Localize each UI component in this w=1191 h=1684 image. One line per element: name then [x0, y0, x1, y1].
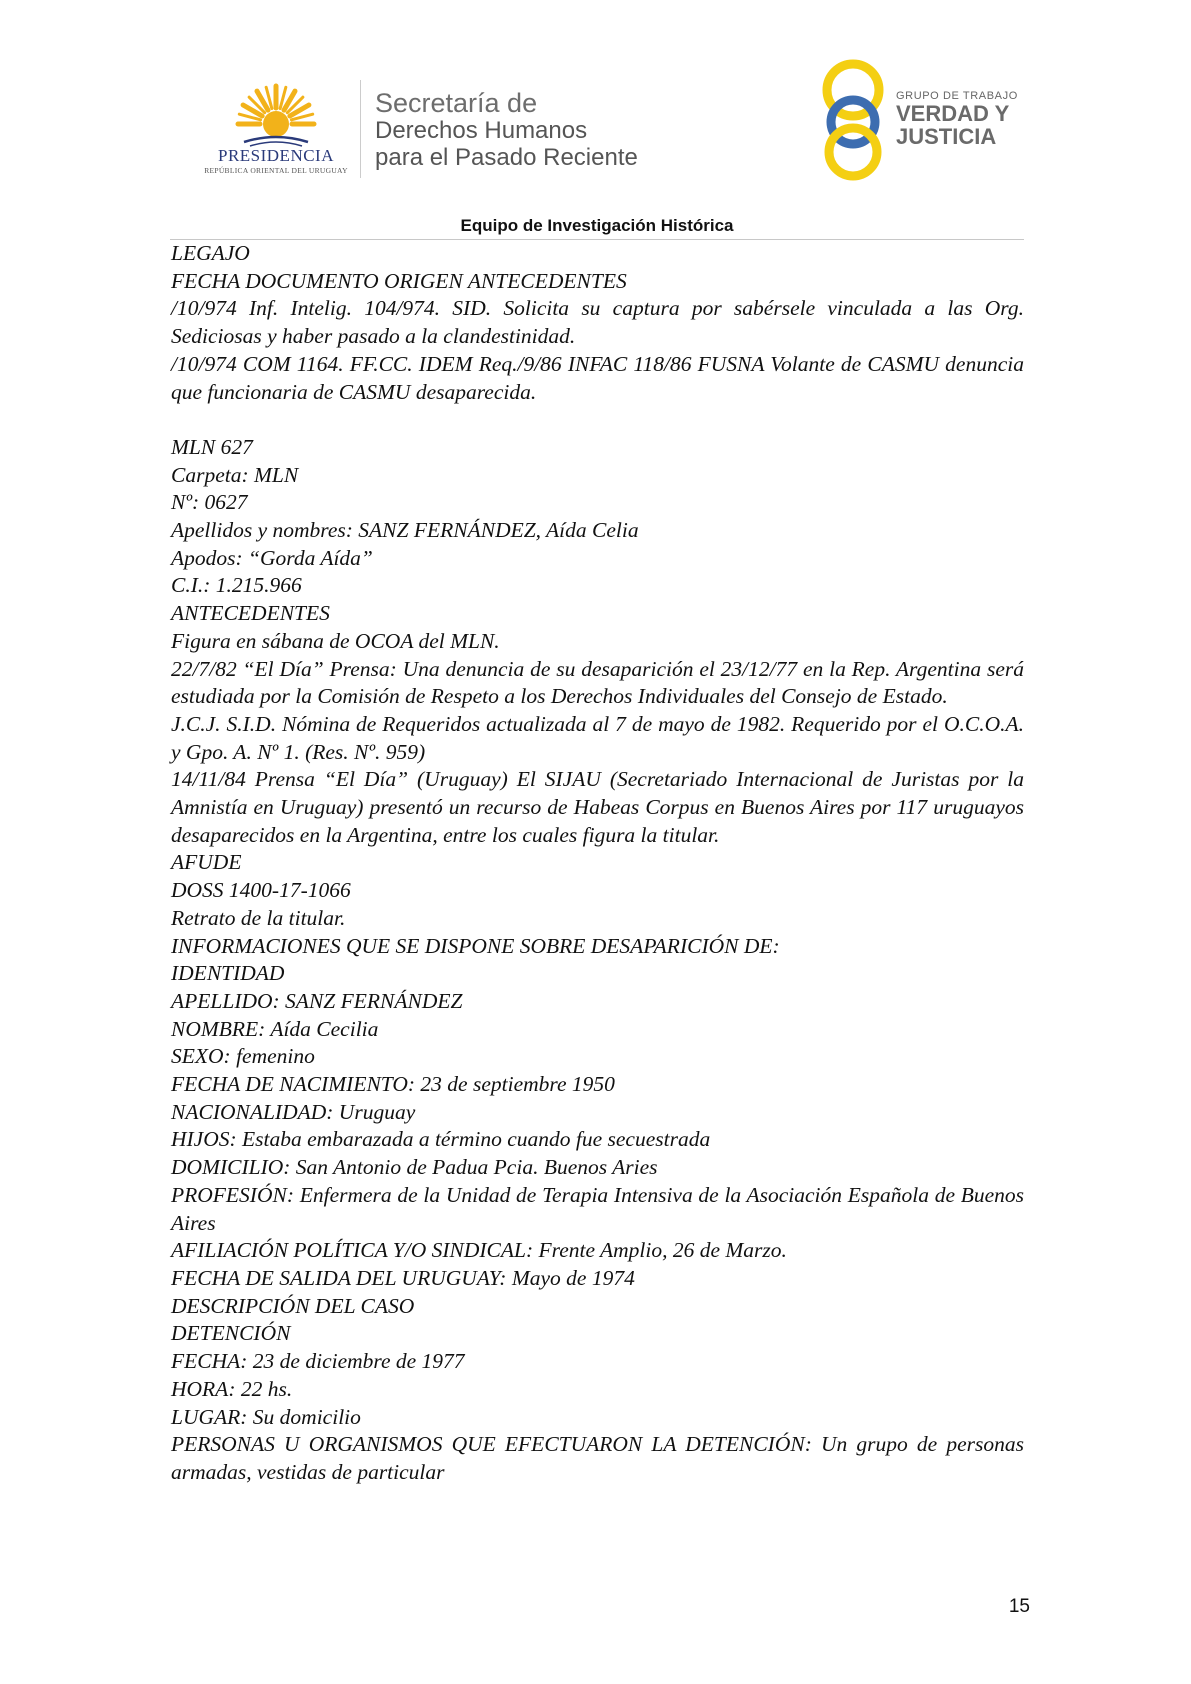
secretaria-logo-text: [375, 90, 638, 171]
gvj-small-label: GRUPO DE TRABAJO: [896, 90, 1018, 102]
body-paragraph: 22/7/82 “El Día” Prensa: Una denuncia de su desaparición el 23/12/77 en la Rep. Argentina será estudiada por la Comisión de Respeto a los Derechos Individuales del Consejo de Estado.: [171, 656, 1024, 709]
secretaria-line-1: Secretaría de: [375, 88, 538, 118]
body-paragraph: IDENTIDAD: [171, 961, 285, 986]
body-paragraph: FECHA: 23 de diciembre de 1977: [171, 1349, 465, 1374]
gvj-title-line-2: JUSTICIA: [896, 124, 997, 149]
body-paragraph: Apodos: “Gorda Aída”: [171, 545, 373, 570]
body-paragraph: INFORMACIONES QUE SE DISPONE SOBRE DESAPARICIÓN DE:: [171, 933, 780, 958]
body-paragraph: DESCRIPCIÓN DEL CASO: [171, 1293, 415, 1318]
body-paragraph: HORA: 22 hs.: [171, 1376, 293, 1401]
body-paragraph: DETENCIÓN: [171, 1321, 291, 1346]
secretaria-line-3: para el Pasado Reciente: [375, 144, 638, 171]
secretaria-line-2: Derechos Humanos: [375, 117, 588, 144]
verdad-justicia-logo: [820, 56, 1040, 184]
body-paragraph: PROFESIÓN: Enfermera de la Unidad de Terapia Intensiva de la Asociación Española de Buenos Aires: [171, 1182, 1024, 1235]
body-paragraph: HIJOS: Estaba embarazada a término cuando fue secuestrada: [171, 1127, 711, 1152]
body-paragraph: AFUDE: [171, 850, 242, 875]
presidencia-logo: [196, 80, 356, 180]
body-paragraph: LUGAR: Su domicilio: [171, 1404, 361, 1429]
body-paragraph: Retrato de la titular.: [171, 905, 346, 930]
body-paragraph: LEGAJO: [171, 241, 250, 265]
body-paragraph: J.C.J. S.I.D. Nómina de Requeridos actualizada al 7 de mayo de 1982. Requerido por el O.C.O.A. y Gpo. A. Nº 1. (Res. Nº. 959): [171, 711, 1024, 764]
linked-rings-icon: [820, 56, 892, 184]
body-paragraph: FECHA DOCUMENTO ORIGEN ANTECEDENTES: [171, 268, 627, 293]
body-paragraph: NOMBRE: Aída Cecilia: [171, 1016, 379, 1041]
body-paragraph: DOSS 1400-17-1066: [171, 878, 351, 903]
blank-line: [171, 406, 1024, 434]
gvj-title-line-1: VERDAD Y: [896, 101, 1010, 126]
body-paragraph: NACIONALIDAD: Uruguay: [171, 1099, 416, 1124]
body-paragraph: /10/974 Inf. Intelig. 104/974. SID. Solicita su captura por sabérsele vinculada a las Org. Sediciosas y haber pasado a la clandestinidad.: [171, 296, 1024, 349]
body-paragraph: DOMICILIO: San Antonio de Padua Pcia. Buenos Aries: [171, 1155, 658, 1180]
header-divider: [360, 80, 361, 178]
body-paragraph: Apellidos y nombres: SANZ FERNÁNDEZ, Aída Celia: [171, 518, 639, 543]
team-heading: Equipo de Investigación Histórica: [460, 216, 734, 235]
body-paragraph: APELLIDO: SANZ FERNÁNDEZ: [171, 988, 463, 1013]
presidencia-name: PRESIDENCIA: [217, 146, 334, 165]
body-paragraph: C.I.: 1.215.966: [171, 573, 302, 598]
body-paragraph: PERSONAS U ORGANISMOS QUE EFECTUARON LA DETENCIÓN: Un grupo de personas armadas, vestidas de particular: [171, 1432, 1024, 1484]
sun-emblem-icon: [234, 80, 318, 148]
body-paragraph: MLN 627: [171, 434, 253, 459]
body-paragraph: Figura en sábana de OCOA del MLN.: [171, 628, 500, 653]
body-paragraph: Carpeta: MLN: [171, 462, 299, 487]
body-paragraph: FECHA DE NACIMIENTO: 23 de septiembre 1950: [171, 1072, 615, 1097]
document-body: [171, 240, 1024, 1487]
body-paragraph: AFILIACIÓN POLÍTICA Y/O SINDICAL: Frente Amplio, 26 de Marzo.: [171, 1238, 787, 1263]
body-paragraph: Nº: 0627: [171, 490, 248, 515]
page-header: [0, 0, 1191, 200]
body-paragraph: 14/11/84 Prensa “El Día” (Uruguay) El SIJAU (Secretariado Internacional de Juristas por la Amnistía en Uruguay) presentó un recurso de Habeas Corpus en Buenos Aires por 117 uruguayos desaparecidos en la Argentina, entre los cuales figura la titular.: [171, 767, 1024, 847]
presidencia-subtitle: REPÚBLICA ORIENTAL DEL URUGUAY: [204, 166, 348, 175]
body-paragraph: ANTECEDENTES: [171, 601, 330, 626]
body-paragraph: SEXO: femenino: [171, 1044, 315, 1069]
body-paragraph: /10/974 COM 1164. FF.CC. IDEM Req./9/86 INFAC 118/86 FUSNA Volante de CASMU denuncia que funcionaria de CASMU desaparecida.: [171, 351, 1024, 404]
page-number: 15: [1008, 1596, 1030, 1617]
body-paragraph: FECHA DE SALIDA DEL URUGUAY: Mayo de 1974: [171, 1266, 635, 1290]
